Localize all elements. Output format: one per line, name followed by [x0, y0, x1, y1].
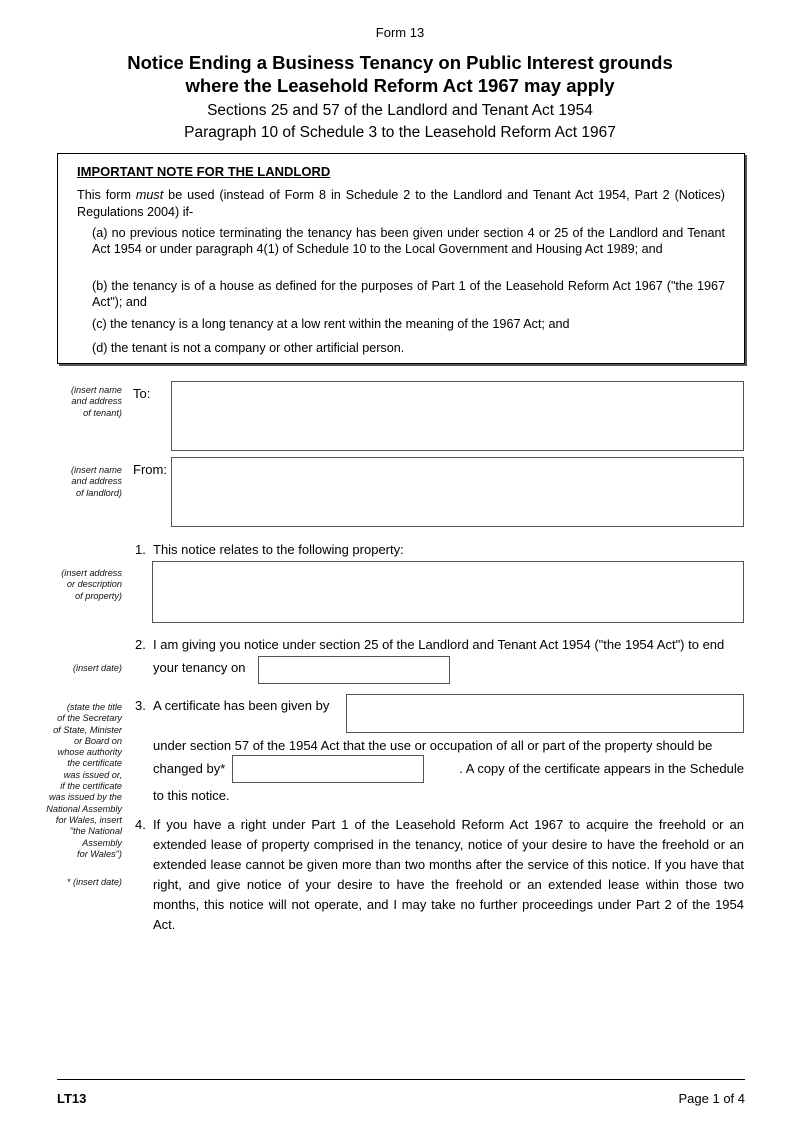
note-intro-end: be used (instead of Form 8 in Schedule 2 to the Landlord and Tenant Act 1954, Part 2 (Notices) Regulations 2004) if- [77, 188, 725, 219]
tenancy-end-date-field[interactable] [258, 656, 450, 684]
paragraph-3-after-field: . A copy of the certificate appears in the Schedule [459, 761, 744, 776]
from-field[interactable] [171, 457, 744, 527]
margin-note-tenant: (insert name and address of tenant) [70, 385, 122, 418]
important-note-box [57, 153, 745, 364]
footer-form-code: LT13 [57, 1091, 87, 1106]
paragraph-3-line-2: under section 57 of the 1954 Act that the use or occupation of all or part of the property should be [153, 738, 713, 753]
note-item-a: (a) no previous notice terminating the tenancy has been given under section 4 or 25 of the Landlord and Tenant Act 1954 or under paragraph 4(1) of Schedule 10 to the Local Government and Housing Act 1989; and [92, 226, 725, 256]
paragraph-2-number: 2. [135, 637, 146, 652]
changed-by-date-field[interactable] [232, 755, 424, 783]
form-title-line-1: Notice Ending a Business Tenancy on Public Interest grounds [127, 52, 673, 73]
note-item-c: (c) the tenancy is a long tenancy at a low rent within the meaning of the 1967 Act; and [92, 317, 570, 331]
paragraph-4-number: 4. [135, 817, 146, 832]
from-label: From: [133, 462, 167, 477]
paragraph-2-text: I am giving you notice under section 25 of the Landlord and Tenant Act 1954 ("the 1954 Act") to end [153, 637, 725, 652]
note-intro-emphasis: must [135, 188, 164, 202]
to-label: To: [133, 386, 151, 401]
note-intro-start: This form [77, 188, 136, 202]
form-subtitle-line-2: Paragraph 10 of Schedule 3 to the Leasehold Reform Act 1967 [184, 124, 616, 141]
form-title-line-2: where the Leasehold Reform Act 1967 may apply [185, 75, 615, 96]
footer-divider [57, 1079, 745, 1080]
certificate-authority-field[interactable] [346, 694, 744, 733]
form-subtitle-line-1: Sections 25 and 57 of the Landlord and Tenant Act 1954 [207, 102, 593, 119]
note-intro [77, 187, 725, 221]
paragraph-2-continuation: your tenancy on [153, 660, 246, 675]
margin-note-authority: (state the title of the Secretary of State, Minister or Board on whose authority the certificate was issued or, if the certificate was issued by the National Assembly for Wales, insert "the National Assembly for Wales") [46, 702, 122, 859]
paragraph-4-text: If you have a right under Part 1 of the Leasehold Reform Act 1967 to acquire the freehold or an extended lease of property comprised in the tenancy, notice of your desire to have the freehold or an extended lease cannot be given more than two months after the service of this notice. If you have that right, and give notice of your desire to have the freehold or an extended lease within those two months, this notice will not operate, and I may take no further proceedings under Part 2 of the 1954 Act. [153, 817, 744, 932]
footer-page-number: Page 1 of 4 [678, 1091, 745, 1106]
paragraph-3-line-4: to this notice. [153, 788, 230, 803]
note-item-d: (d) the tenant is not a company or other artificial person. [92, 341, 405, 355]
margin-note-landlord: (insert name and address of landlord) [70, 465, 122, 498]
to-field[interactable] [171, 381, 744, 451]
margin-note-property: (insert address or description of property) [61, 568, 122, 601]
paragraph-3-number: 3. [135, 698, 146, 713]
paragraph-3-changed-by: changed by* [153, 761, 226, 776]
form-number: Form 13 [375, 25, 425, 40]
property-field[interactable] [152, 561, 744, 623]
margin-note-date: (insert date) [72, 663, 122, 673]
note-heading: IMPORTANT NOTE FOR THE LANDLORD [77, 164, 331, 179]
note-item-b: (b) the tenancy is of a house as defined for the purposes of Part 1 of the Leasehold Reform Act 1967 ("the 1967 Act"); and [92, 279, 725, 309]
paragraph-1-number: 1. [135, 542, 146, 557]
paragraph-3-text: A certificate has been given by [153, 698, 330, 713]
margin-note-date-star: * (insert date) [66, 877, 122, 887]
paragraph-1-text: This notice relates to the following property: [153, 542, 404, 557]
